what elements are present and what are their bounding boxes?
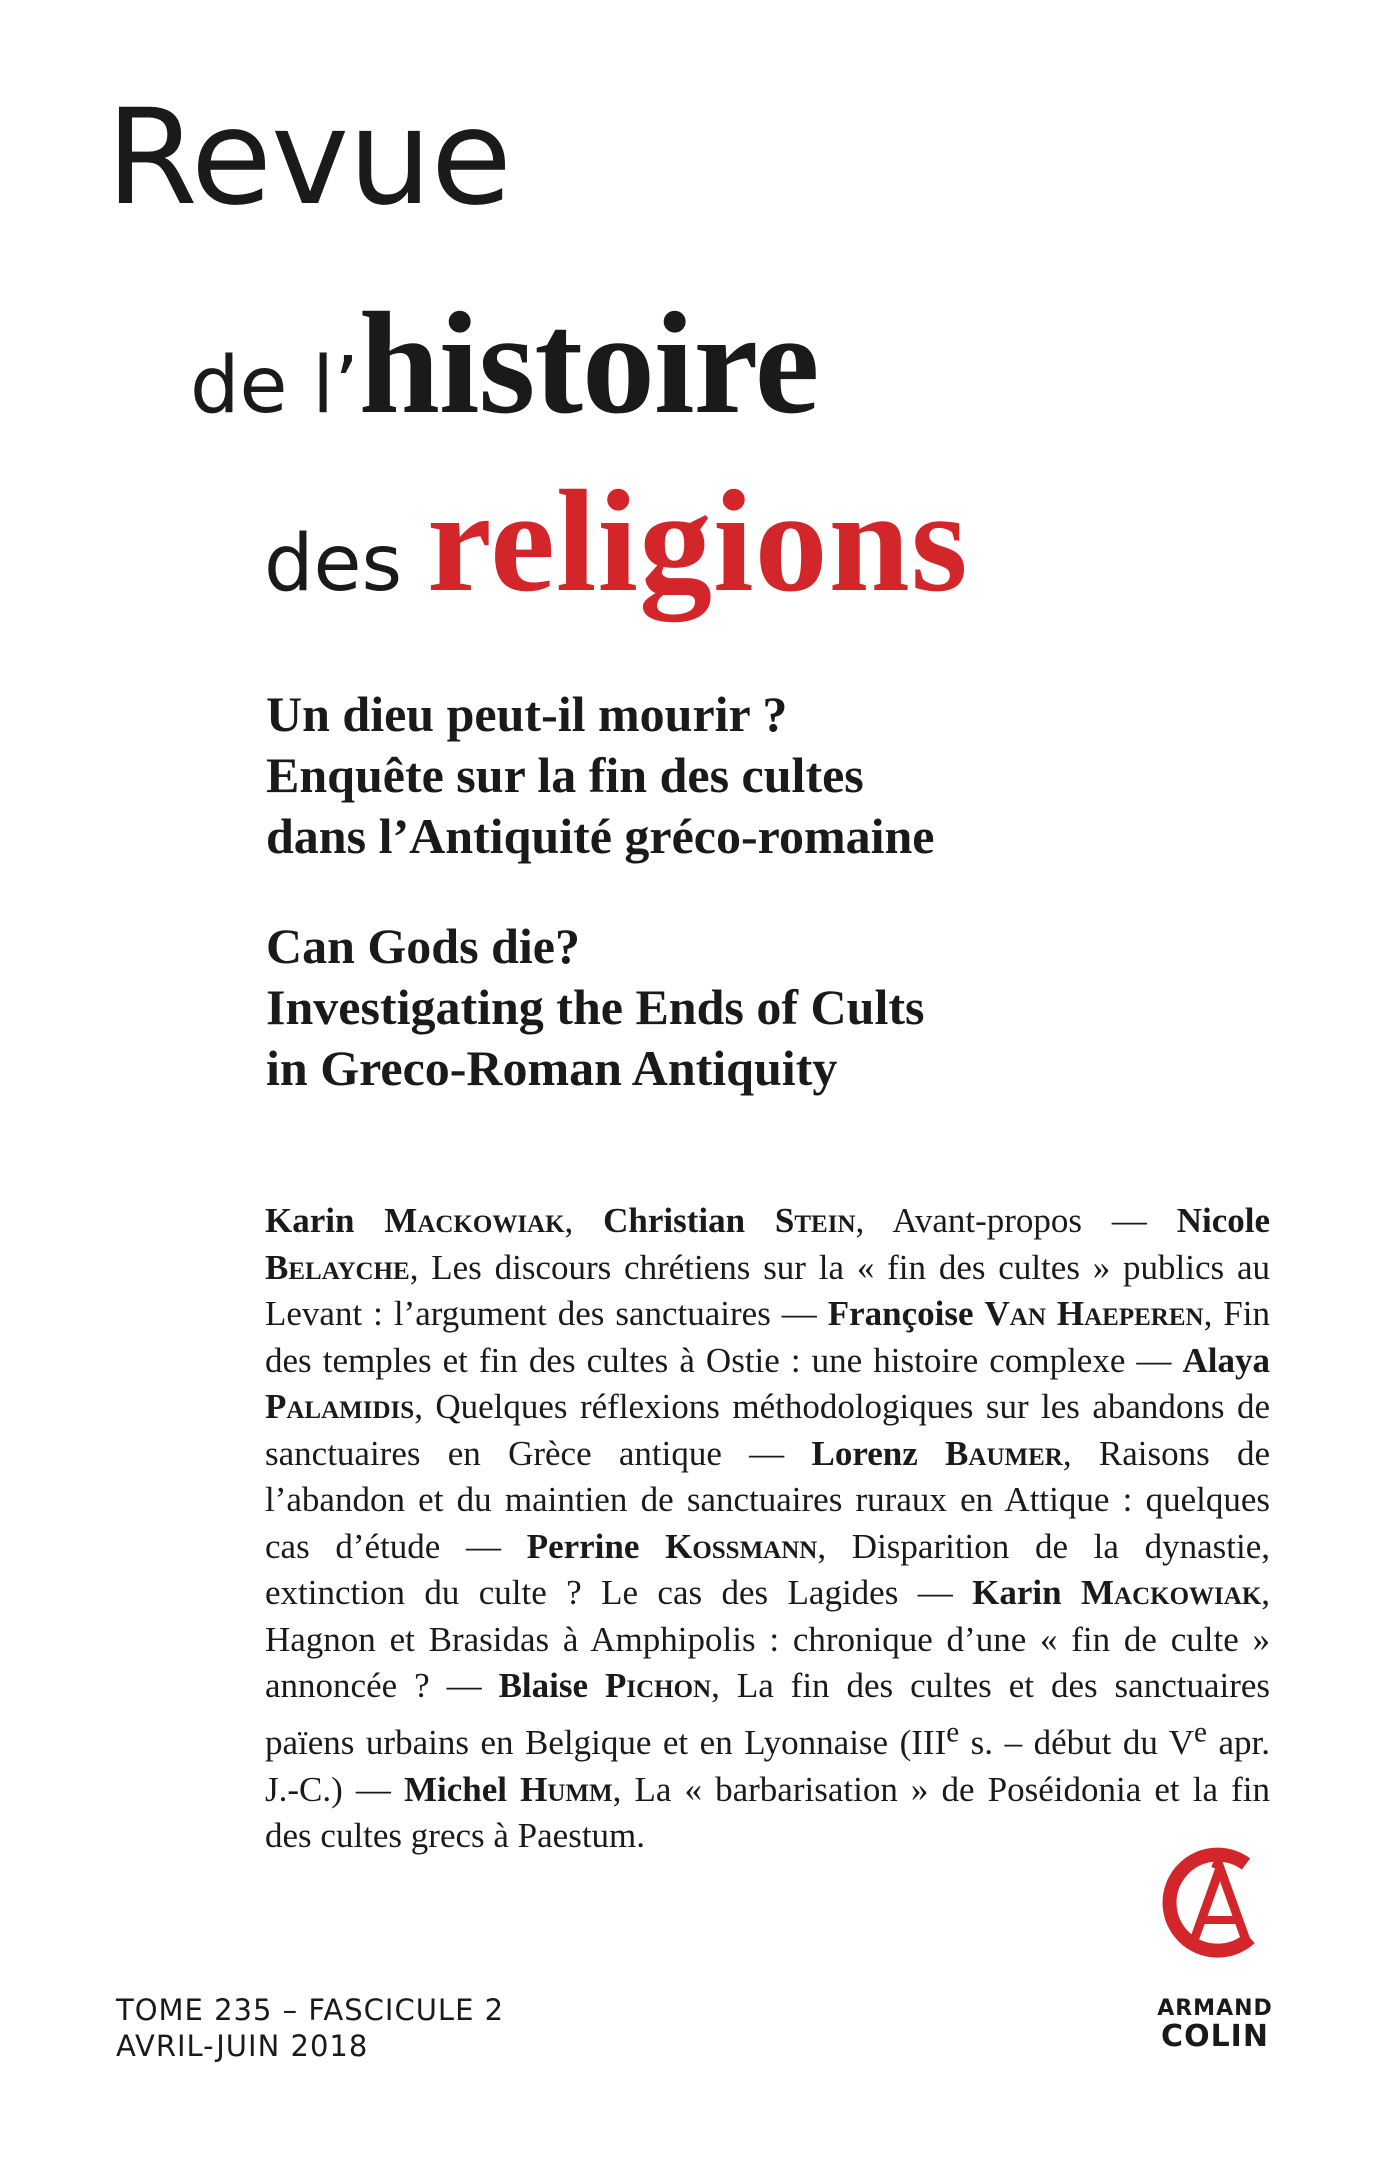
- subtitle-fr-line: Un dieu peut-il mourir ?: [266, 686, 788, 742]
- article-title: La fin des cultes et des sanctuaires païens urbains en Belgique et en Lyonnaise (IIIe s. – début du Ve apr. J.-C.): [265, 1666, 1271, 1809]
- article-title: Hagnon et Brasidas à Amphipolis : chronique d’une « fin de culte » annoncée ?: [265, 1619, 1270, 1705]
- author-name: Christian Stein: [603, 1201, 856, 1240]
- author-name: Michel Humm: [404, 1769, 613, 1809]
- masthead-des: des: [264, 519, 427, 609]
- subtitle-fr-line: Enquête sur la fin des cultes: [266, 747, 864, 803]
- subtitle-french: [266, 684, 934, 867]
- article-title: Raisons de l’abandon et du maintien de sanctuaires ruraux en Attique : quelques cas d’étude: [265, 1433, 1271, 1566]
- masthead-histoire: histoire: [358, 282, 819, 444]
- author-name: Blaise Pichon: [498, 1666, 712, 1705]
- article-title: Avant-propos: [892, 1201, 1083, 1240]
- author-name: Nicole Belayche: [265, 1201, 1271, 1287]
- publisher-name-line2: COLIN: [1161, 2019, 1269, 2054]
- subtitle-english: [266, 916, 924, 1099]
- subtitle-en-line: Can Gods die?: [266, 918, 580, 974]
- article-title: Disparition de la dynastie, extinction du culte ? Le cas des Lagides: [265, 1526, 1271, 1612]
- masthead-line-religions: [264, 460, 969, 622]
- armand-colin-logo-icon: [1150, 1838, 1280, 1968]
- article-title: La « barbarisation » de Poséidonia et la fin des cultes grecs à Paestum.: [265, 1769, 1270, 1856]
- masthead-line-histoire: [190, 282, 819, 444]
- author-name: Perrine Kossmann: [526, 1526, 818, 1566]
- masthead-religions: religions: [426, 460, 969, 622]
- masthead-revue: Revue: [106, 81, 511, 235]
- author-name: Karin Mackowiak: [265, 1201, 565, 1240]
- masthead-de-l: de l’: [190, 341, 359, 431]
- author-name: Françoise Van Haeperen: [827, 1294, 1204, 1333]
- article-title: Quelques réflexions méthodologiques sur les abandons de sanctuaires en Grèce antique: [265, 1387, 1270, 1473]
- table-of-contents: Karin Mackowiak, Christian Stein, Avant-propos — Nicole Belayche, Les discours chrétiens sur la « fin des cultes » publics au Levant : l’argument des sanctuaires — Françoise Van Haeperen, Fin des temples et fin des cultes à Ostie : une histoire complexe — Alaya Palamidis, Quelques réflexions méthodologiques sur les abandons de sanctuaires en Grèce antique — Lorenz Baumer, Raisons de l’abandon et du maintien de sanctuaires ruraux en Attique : quelques cas d’étude — Perrine Kossmann, Disparition de la dynastie, extinction du culte ? Le cas des Lagides — Karin Mackowiak, Hagnon et Brasidas à Amphipolis : chronique d’une « fin de culte » annoncée ? — Blaise Pichon, La fin des cultes et des sanctuaires païens urbains en Belgique et en Lyonnaise (IIIe s. – début du Ve apr. J.-C.) — Michel Humm, La « barbarisation » de Poséidonia et la fin des cultes grecs à Paestum.: [265, 1201, 1271, 1856]
- article-title: Fin des temples et fin des cultes à Ostie : une histoire complexe: [265, 1294, 1270, 1380]
- author-name: Karin Mackowiak: [972, 1573, 1262, 1612]
- tome-fascicule: TOME 235 – FASCICULE 2: [116, 1993, 505, 2027]
- publisher-name-line1: ARMAND: [1157, 1996, 1273, 2021]
- subtitle-en-line: Investigating the Ends of Cults: [266, 979, 925, 1035]
- issue-date: AVRIL-JUIN 2018: [116, 2029, 369, 2063]
- author-name: Alaya Palamidis: [265, 1340, 1270, 1426]
- publisher-emblem-icon: [1150, 1838, 1280, 1968]
- subtitle-en-line: in Greco-Roman Antiquity: [266, 1040, 838, 1096]
- author-name: Lorenz Baumer: [811, 1433, 1063, 1473]
- subtitle-fr-line: dans l’Antiquité gréco-romaine: [266, 808, 935, 864]
- article-title: Les discours chrétiens sur la « fin des cultes » publics au Levant : l’argument des sanctuaires: [265, 1247, 1270, 1333]
